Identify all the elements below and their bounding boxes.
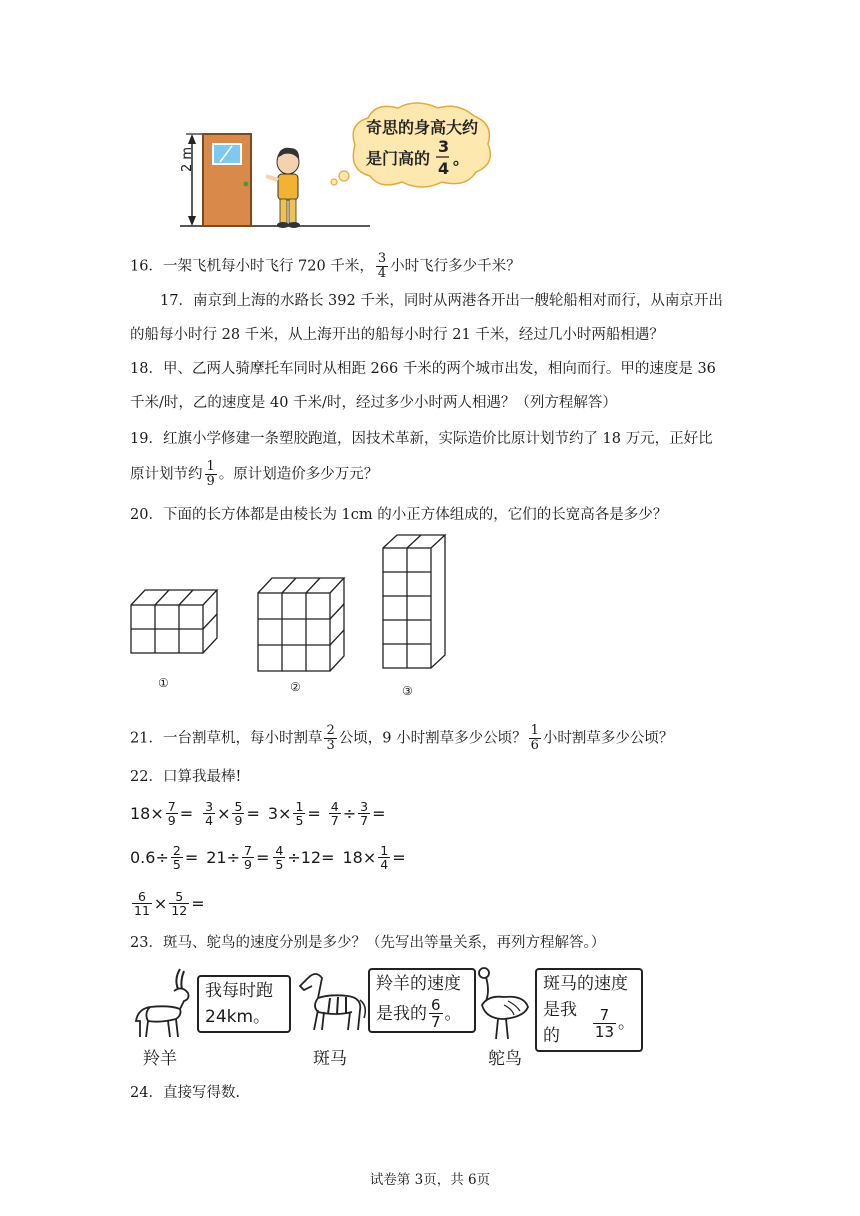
bubble-line-1: 奇思的身高大约: [366, 118, 479, 137]
calc-1-2-frac-a: $\frac{3}{4}$: [205, 798, 214, 828]
ostrich-illustration: [468, 965, 538, 1045]
calc-2-4-eq: =: [392, 847, 406, 867]
question-20: 20．下面的长方体都是由棱长为 1cm 的小正方体组成的，它们的长宽高各是多少？: [130, 507, 668, 523]
calc-2-1-a: 0.6÷: [130, 847, 169, 867]
calc-2-2-a: 21÷: [206, 847, 240, 867]
calc-1-4-frac-a: $\frac{4}{7}$: [330, 798, 339, 828]
question-21: [130, 724, 673, 753]
calc-2-1-eq: =: [184, 847, 199, 867]
cuboid-1: [131, 590, 217, 653]
q19-text-pre: 原计划节约: [130, 466, 203, 483]
q16-fraction: $\frac{3}{4}$: [377, 251, 387, 281]
question-22-title: 22．口算我最棒!: [130, 769, 242, 785]
question-24: 24．直接写得数.: [130, 1085, 241, 1101]
antelope-speech-box: [197, 975, 291, 1033]
calc-2-2-eq: =: [255, 847, 270, 867]
bubble-line-2: 是门高的: [366, 149, 431, 168]
cuboid-label-2: ②: [290, 680, 301, 694]
question-16: [130, 252, 521, 281]
calc-2-3-frac: $\frac{4}{5}$: [275, 842, 284, 872]
calc-2-2-frac: $\frac{7}{9}$: [243, 842, 252, 872]
zebra-speech-line-2: 是我的: [376, 1003, 427, 1024]
q19-text-post: 。原计划造价多少万元？: [218, 466, 379, 483]
calc-1-2-eq: =: [246, 803, 260, 823]
calc-1-1-a: 18×: [130, 803, 164, 823]
calc-1-4-op: ÷: [342, 803, 357, 823]
bubble-frac-num: 3: [438, 137, 450, 156]
zebra-label: 斑马: [313, 1049, 347, 1069]
cuboids-figure: [125, 530, 455, 700]
calc-1-3-eq: =: [307, 803, 321, 823]
calc-3-1-frac-b: $\frac{5}{12}$: [171, 888, 188, 918]
zebra-speech-end: 。: [444, 1003, 462, 1024]
page-footer: 试卷第 3页，共 6页: [369, 1172, 491, 1188]
calc-3-1-frac-a: $\frac{6}{11}$: [134, 888, 150, 918]
calc-2-3-op: ÷12=: [287, 847, 335, 867]
ostrich-speech-box: [535, 968, 643, 1052]
calc-1-1-eq: =: [179, 803, 194, 823]
cuboid-label-1: ①: [158, 676, 169, 690]
q21-text-post: 小时割草多少公顷？: [542, 730, 674, 747]
calc-2-1-frac: $\frac{2}{5}$: [172, 842, 181, 872]
calc-1-4-eq: =: [372, 803, 386, 823]
calc-3-1-eq: =: [191, 893, 205, 913]
zebra-speech-fraction: $\frac{6}{7}$: [431, 996, 441, 1031]
ostrich-label: 鸵鸟: [488, 1049, 522, 1069]
calc-row-2: [130, 840, 406, 874]
q21-fraction-2: $\frac{1}{6}$: [530, 723, 539, 753]
q21-fraction-1: $\frac{2}{3}$: [326, 723, 335, 753]
cuboid-2: [258, 578, 344, 671]
question-23: 23．斑马、鸵鸟的速度分别是多少？（先写出等量关系，再列方程解答。）: [130, 935, 606, 951]
q21-text-mid: 公顷，9 小时割草多少公顷？: [338, 730, 527, 747]
bubble-frac-den: 4: [438, 159, 450, 178]
calc-row-3: [130, 886, 205, 920]
ostrich-speech-line-2: 是我的: [543, 1000, 577, 1046]
calc-1-2-frac-b: $\frac{5}{9}$: [234, 798, 243, 828]
calc-1-1-frac: $\frac{7}{9}$: [167, 798, 176, 828]
ostrich-speech-line-1: 斑马的速度: [543, 974, 628, 994]
calc-1-4-frac-b: $\frac{3}{7}$: [360, 798, 369, 828]
cuboid-label-3: ③: [402, 684, 413, 698]
zebra-illustration: [290, 968, 370, 1040]
question-17-line-2: 的船每小时行 28 千米，从上海开出的船每小时行 21 千米，经过几小时两船相遇？: [130, 327, 664, 343]
door-knob: [244, 182, 249, 187]
cuboid-3: [383, 535, 445, 668]
q19-fraction: $\frac{1}{9}$: [206, 459, 215, 489]
antelope-speech-line-1: 我每时跑: [205, 981, 273, 1001]
q16-text-pre: 16．一架飞机每小时飞行 720 千米，: [130, 258, 374, 275]
antelope-illustration: [130, 965, 200, 1045]
thought-bubble: [353, 103, 490, 187]
bubble-end: 。: [453, 149, 470, 168]
calc-3-1-op: ×: [153, 893, 168, 913]
question-18-line-1: 18．甲、乙两人骑摩托车同时从相距 266 千米的两个城市出发，相向而行。甲的速度是 36: [130, 361, 716, 377]
question-18-line-2: 千米/时，乙的速度是 40 千米/时，经过多少小时两人相遇？（列方程解答）: [130, 395, 617, 411]
question-17-line-1: 17．南京到上海的水路长 392 千米，同时从两港各开出一艘轮船相对而行，从南京开出: [160, 293, 723, 309]
zebra-speech-line-1: 羚羊的速度: [376, 974, 461, 994]
height-label: 2 m: [180, 146, 195, 172]
antelope-speech-line-2: 24km。: [205, 1007, 271, 1027]
calc-2-4-a: 18×: [342, 847, 377, 867]
boy-figure: [266, 148, 300, 228]
calc-1-3-a: 3×: [267, 803, 292, 823]
antelope-label: 羚羊: [143, 1049, 177, 1069]
calc-2-4-frac: $\frac{1}{4}$: [380, 842, 389, 872]
ostrich-speech-fraction: $\frac{7}{13}$: [594, 1005, 614, 1041]
ostrich-speech-end: 。: [618, 1013, 635, 1033]
calc-1-2-op: ×: [217, 803, 231, 823]
door-height-figure: [170, 100, 510, 235]
question-19-line-2: [130, 460, 378, 489]
question-19-line-1: 19．红旗小学修建一条塑胶跑道，因技术革新，实际造价比原计划节约了 18 万元，正好比: [130, 431, 713, 447]
zebra-speech-box: [368, 968, 476, 1033]
calc-1-3-frac: $\frac{1}{5}$: [295, 798, 304, 828]
q16-text-post: 小时飞行多少千米？: [390, 258, 521, 275]
door-window: [213, 144, 241, 164]
q21-text-pre: 21．一台割草机，每小时割草: [130, 730, 323, 747]
calc-row-1: [130, 796, 386, 830]
